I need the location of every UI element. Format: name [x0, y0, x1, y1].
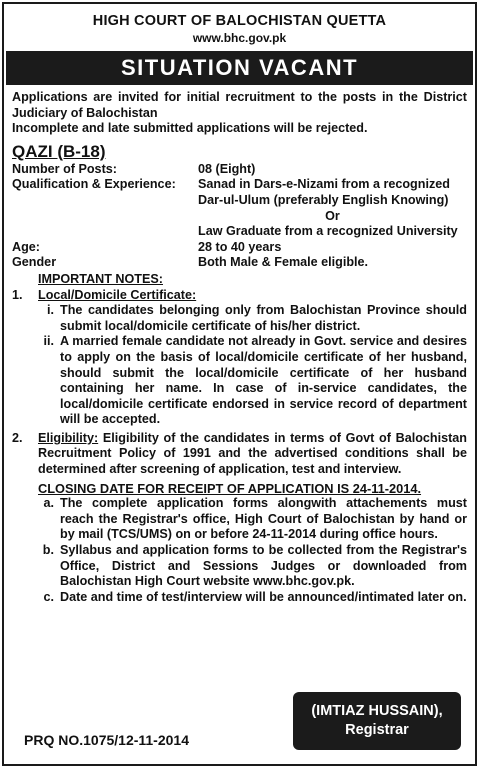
qualification-option-1: Sanad in Dars-e-Nizami from a recognized Dar-ul-Ulum (preferably English Knowing) — [198, 177, 450, 207]
gender-value: Both Male & Female eligible. — [198, 255, 369, 270]
signatory-name: (IMTIAZ HUSSAIN), — [311, 703, 443, 719]
note-1-number: 1. — [12, 287, 23, 302]
note-1 — [12, 288, 467, 428]
gender-row — [12, 255, 467, 271]
age-label: Age: — [12, 239, 40, 254]
situation-vacant-banner: SITUATION VACANT — [6, 51, 473, 85]
note-1-i: i. The candidates belonging only from Balochistan Province should submit local/domicile certificate of his/her district. — [47, 303, 467, 333]
note-2-title: Eligibility: — [38, 430, 99, 445]
posts-row — [12, 162, 467, 178]
posts-label: Number of Posts: — [12, 161, 117, 176]
gender-label: Gender — [12, 255, 57, 270]
instruction-b: b. Syllabus and application forms to be collected from the Registrar's Office, District and Sessions Judges or downloaded from Balochistan High Court website www.bhc.gov.pk. — [42, 543, 467, 589]
advertisement-page — [2, 2, 477, 766]
court-website: www.bhc.gov.pk — [192, 31, 287, 45]
important-notes-heading: IMPORTANT NOTES: — [38, 271, 163, 286]
closing-date: CLOSING DATE FOR RECEIPT OF APPLICATION IS 24-11-2014. — [38, 480, 422, 496]
court-title: HIGH COURT OF BALOCHISTAN QUETTA — [92, 13, 387, 29]
note-2-number: 2. — [12, 430, 23, 445]
intro-warning: Incomplete and late submitted applications will be rejected. — [12, 121, 368, 136]
signatory-title: Registrar — [345, 722, 409, 738]
qualification-row — [12, 177, 467, 239]
note-2-text: Eligibility of the candidates in terms of Govt of Balochistan Recruitment Policy of 1991 and the advertised conditions shall be determined after screening of application, test and interview. — [38, 430, 467, 477]
qualification-or: Or — [325, 208, 340, 223]
prq-number: PRQ NO.1075/12-11-2014 — [24, 732, 189, 748]
posts-value: 08 (Eight) — [198, 161, 256, 176]
instruction-c: c. Date and time of test/interview will be announced/intimated later on. — [43, 589, 467, 604]
post-title: QAZI (B-18) — [12, 141, 106, 161]
age-row — [12, 240, 467, 256]
qualification-option-2: Law Graduate from a recognized University — [198, 224, 458, 239]
note-2 — [12, 431, 467, 478]
intro-text: Applications are invited for initial recruitment to the posts in the District Judiciary of Balochistan — [12, 90, 467, 120]
footer — [18, 688, 461, 752]
signature-box — [293, 692, 461, 750]
qualification-label: Qualification & Experience: — [12, 177, 176, 192]
note-1-title: Local/Domicile Certificate: — [38, 287, 197, 302]
qualification-value — [198, 177, 467, 239]
instructions-list — [38, 496, 467, 605]
age-value: 28 to 40 years — [198, 239, 282, 254]
note-1-ii: ii. A married female candidate not already in Govt. service and desires to apply on the basis of local/domicile certificate of her husband, should submit the local/domicile certificate of her husband containing her name. In case of in-service candidates, the local/domicile certificate endorsed in service record of department will be accepted. — [43, 334, 467, 427]
instruction-a: a. The complete application forms alongwith attachements must reach the Registrar's office, High Court of Balochistan by hand or by mail (TCS/UMS) on or before 24-11-2014 during office hours. — [43, 496, 467, 542]
